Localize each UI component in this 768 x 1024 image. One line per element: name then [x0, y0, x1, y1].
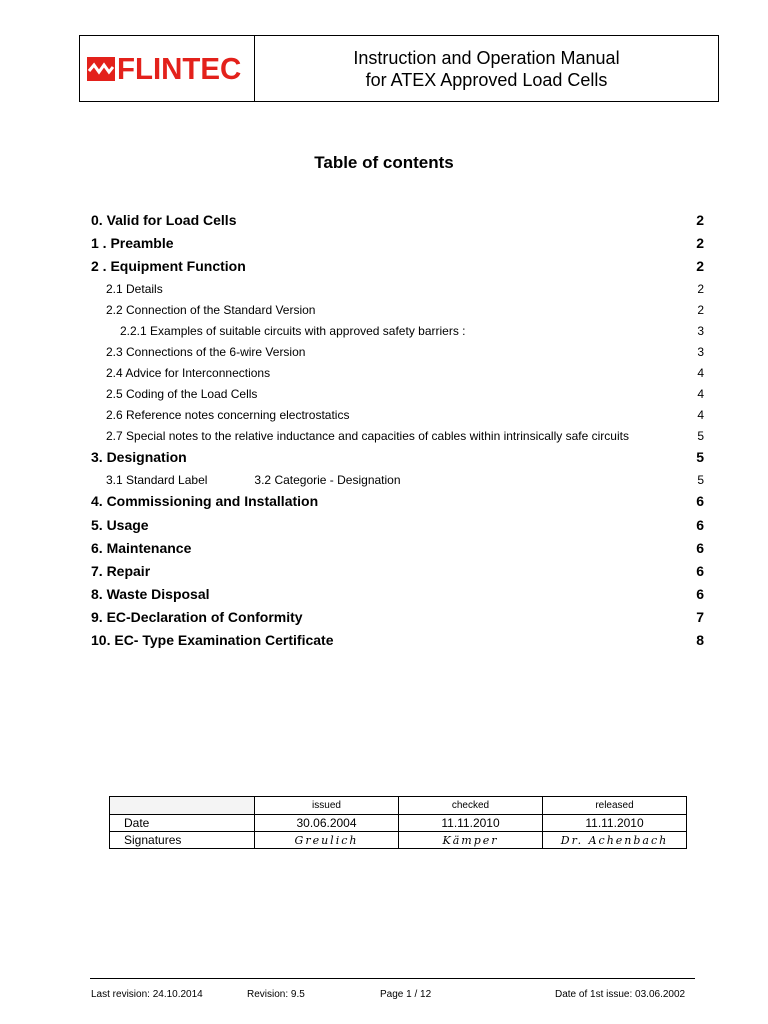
toc-entry-label: 2.2 Connection of the Standard Version: [106, 303, 316, 317]
toc-entry-label: 2.6 Reference notes concerning electrostatics: [106, 408, 350, 422]
toc-entry[interactable]: [91, 563, 704, 579]
table-cell: 30.06.2004: [255, 815, 399, 832]
toc-entry[interactable]: [91, 324, 704, 338]
toc-entry-page: 3: [697, 324, 704, 338]
table-row: [110, 832, 687, 849]
logo-text: FLINTEC: [116, 51, 241, 86]
table-header-cell: issued: [255, 797, 399, 815]
toc-entry-label: 4. Commissioning and Installation: [91, 493, 319, 509]
toc-entry-label: 2 . Equipment Function: [91, 258, 246, 274]
toc-entry-label: 0. Valid for Load Cells: [91, 212, 237, 228]
toc-entry-page: 2: [696, 235, 704, 251]
toc-entry-label: 10. EC- Type Examination Certificate: [91, 632, 334, 648]
toc-entry[interactable]: [91, 303, 704, 317]
toc-entry[interactable]: [91, 212, 704, 228]
toc-entry-page: 4: [697, 366, 704, 380]
flintec-logo: [87, 53, 248, 84]
toc-entry-page: 2: [697, 282, 704, 296]
table-header-row: [110, 797, 687, 815]
title-line-2: for ATEX Approved Load Cells: [365, 69, 608, 90]
toc-entry[interactable]: [91, 258, 704, 274]
toc-entry-page: 5: [697, 473, 704, 487]
toc-entry-label: 9. EC-Declaration of Conformity: [91, 609, 303, 625]
toc-entry-page: 6: [696, 493, 704, 509]
toc-entry[interactable]: [91, 408, 704, 422]
toc-entry-label: 7. Repair: [91, 563, 151, 579]
toc-entry[interactable]: [91, 429, 704, 443]
toc-entry-page: 4: [697, 387, 704, 401]
header-title: [255, 36, 718, 101]
signature: Dr. Achenbach: [543, 832, 687, 849]
toc-entry[interactable]: [91, 609, 704, 625]
toc-entry-page: 2: [696, 258, 704, 274]
toc-heading: Table of contents: [314, 153, 454, 172]
toc-entry-label: 2.1 Details: [106, 282, 163, 296]
toc-entry-page: 8: [696, 632, 704, 648]
toc-entry[interactable]: [91, 517, 704, 533]
toc-entry[interactable]: [91, 366, 704, 380]
table-cell: Date: [110, 815, 255, 832]
toc-entry-label: 2.2.1 Examples of suitable circuits with approved safety barriers :: [120, 324, 466, 338]
toc-entry-page: 6: [696, 540, 704, 556]
title-line-1: Instruction and Operation Manual: [353, 47, 620, 68]
toc-entry-label: 2.5 Coding of the Load Cells: [106, 387, 258, 401]
toc-entry-page: 3: [697, 345, 704, 359]
table-header-cell: checked: [399, 797, 543, 815]
toc-entry[interactable]: [91, 449, 704, 465]
toc-entry[interactable]: [91, 540, 704, 556]
table-header-cell: released: [543, 797, 687, 815]
toc-entry-label: 2.3 Connections of the 6-wire Version: [106, 345, 306, 359]
toc-entry-page: 2: [696, 212, 704, 228]
toc-entry-label: 8. Waste Disposal: [91, 586, 210, 602]
footer-page-number: Page 1 / 12: [380, 989, 432, 1000]
footer-first-issue: Date of 1st issue: 03.06.2002: [555, 989, 686, 1000]
toc-entry[interactable]: [91, 632, 704, 648]
footer-revision: Revision: 9.5: [247, 989, 305, 1000]
toc-entry-label: 6. Maintenance: [91, 540, 192, 556]
table-header-cell: [110, 797, 255, 815]
toc-entry[interactable]: [91, 493, 704, 509]
toc-entry-page: 6: [696, 517, 704, 533]
toc-entry-page: 5: [696, 449, 704, 465]
footer-divider: [90, 978, 695, 979]
toc-entry-label: 1 . Preamble: [91, 235, 174, 251]
signature: Greulich: [255, 832, 399, 849]
table-cell: Signatures: [110, 832, 255, 849]
toc-entry[interactable]: [91, 345, 704, 359]
toc-entry-label: 5. Usage: [91, 517, 149, 533]
toc-entry-label: 2.7 Special notes to the relative inductance and capacities of cables within intrinsically safe circuits: [106, 429, 629, 443]
toc-entry[interactable]: [91, 586, 704, 602]
toc-entry-page: 4: [697, 408, 704, 422]
table-cell: 11.11.2010: [543, 815, 687, 832]
toc-entry[interactable]: [91, 282, 704, 296]
document-header: [79, 35, 719, 102]
toc-entry-page: 6: [696, 563, 704, 579]
toc-entry[interactable]: [91, 387, 704, 401]
toc-entry[interactable]: [91, 473, 704, 487]
toc-entry-label-pair: [91, 473, 401, 487]
toc-entry[interactable]: [91, 235, 704, 251]
toc-entry-page: 5: [697, 429, 704, 443]
toc-entry-page: 6: [696, 586, 704, 602]
logo-cell: [80, 36, 255, 101]
flintec-wave-icon: [87, 57, 115, 81]
table-row: [110, 815, 687, 832]
toc-entry-label: 3.1 Standard Label: [106, 473, 208, 487]
toc-entry-page: 2: [697, 303, 704, 317]
signature: Kämper: [399, 832, 543, 849]
toc-entry-label: 2.4 Advice for Interconnections: [106, 366, 271, 380]
footer-last-revision: Last revision: 24.10.2014: [91, 989, 203, 1000]
toc-entry-label: 3. Designation: [91, 449, 187, 465]
toc-entry-page: 7: [696, 609, 704, 625]
table-cell: 11.11.2010: [399, 815, 543, 832]
signature-table: [109, 796, 687, 849]
toc-entry-label-secondary: 3.2 Categorie - Designation: [254, 473, 401, 487]
